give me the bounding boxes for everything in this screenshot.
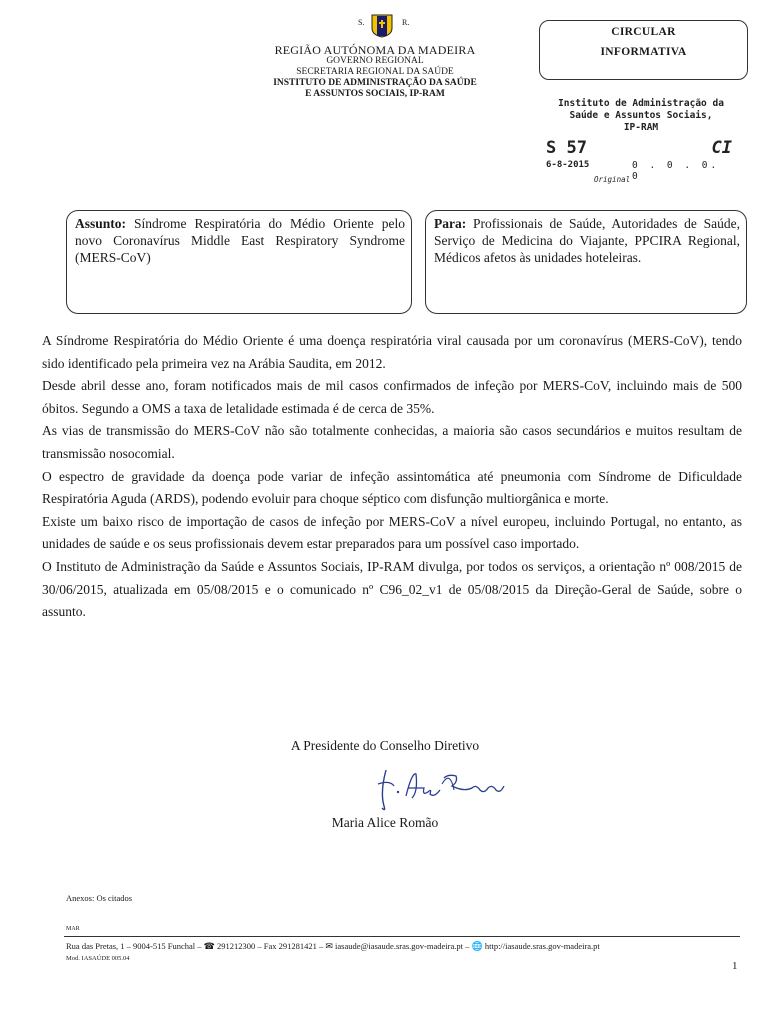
- signer-name: Maria Alice Romão: [331, 815, 439, 830]
- coat-of-arms-icon: [371, 14, 393, 38]
- body-paragraph: As vias de transmissão do MERS-CoV não são totalmente conhecidas, a maioria são casos secundários e muitos resultam de transmissão nosocomial.: [42, 423, 742, 461]
- document-type-line1: CIRCULAR: [611, 26, 676, 38]
- stamp-type: CI: [711, 138, 732, 158]
- document-type-box: [539, 20, 748, 80]
- recipients-label: Para:: [434, 216, 467, 231]
- registration-stamp: [546, 98, 736, 184]
- recipients-box: [425, 210, 747, 314]
- recipients-text: Profissionais de Saúde, Autoridades de Saúde, Serviço de Medicina do Viajante, PPCIRA Regional, Médicos afetos às unidades hoteleiras.: [434, 216, 741, 265]
- stamp-institution-line2: Saúde e Assuntos Sociais,: [569, 110, 713, 121]
- regional-crest: [344, 14, 434, 38]
- footer-divider: [64, 936, 740, 937]
- footer-address: Rua das Pretas, 1 – 9004-515 Funchal –: [66, 941, 202, 951]
- handwritten-signature: [372, 762, 522, 814]
- body-paragraph: O Instituto de Administração da Saúde e Assuntos Sociais, IP-RAM divulga, por todos os serviços, a orientação nº 008/2015 de 30/06/2015, atualizada em 05/08/2015 e o comunicado nº C96_02_v1 de 05/08/2015 da Direção-Geral de Saúde, sobre o assunto.: [42, 558, 742, 620]
- stamp-original-label: Original: [594, 175, 631, 184]
- secretariat-name: SECRETARIA REGIONAL DA SAÚDE: [296, 67, 454, 77]
- subject-text: Síndrome Respiratória do Médio Oriente pelo novo Coronavírus Middle East Respiratory Syndrome (MERS-CoV): [75, 216, 406, 265]
- stamp-date: 6-8-2015: [546, 160, 590, 170]
- footer-initials: MAR: [66, 926, 80, 932]
- page-number: 1: [732, 960, 738, 972]
- globe-icon: 🌐: [471, 942, 483, 952]
- stamp-institution-line3: IP-RAM: [623, 122, 659, 133]
- institute-name-line1: INSTITUTO DE ADMINISTRAÇÃO DA SAÚDE: [273, 78, 477, 88]
- footer-contacts: Rua das Pretas, 1 – 9004-515 Funchal – ☎ 291212300 – Fax 291281421 – ✉ iasaude@iasaude.sras.gov-madeira.pt – 🌐 http://iasaude.sras.gov-madeira.pt: [66, 941, 600, 952]
- footer-phone: 291212300: [216, 941, 256, 951]
- institution-header: [230, 45, 520, 100]
- subject-label: Assunto:: [75, 216, 127, 231]
- annex-note: Anexos: Os citados: [66, 893, 133, 903]
- footer-website[interactable]: http://iasaude.sras.gov-madeira.pt: [484, 941, 600, 951]
- stamp-details: [546, 138, 736, 184]
- government-name: GOVERNO REGIONAL: [326, 56, 424, 66]
- body-paragraph: O espectro de gravidade da doença pode variar de infeção assintomática até pneumonia com Síndrome de Dificuldade Respiratória Aguda (ARDS), podendo evoluir para choque séptico com disfunção multiorgânica e morte.: [42, 468, 742, 507]
- form-model-code: Mod. IASAÚDE 005.04: [66, 955, 130, 962]
- region-name: REGIÃO AUTÓNOMA DA MADEIRA: [274, 43, 476, 57]
- stamp-code: 0 . 0 . 0. 0: [632, 160, 720, 182]
- footer-fax: – Fax 291281421 –: [257, 941, 324, 951]
- crest-left-letter: S.: [358, 18, 365, 27]
- document-type-line2: INFORMATIVA: [600, 46, 687, 58]
- body-paragraph: Existe um baixo risco de importação de casos de infeção por MERS-CoV a nível europeu, incluindo Portugal, no entanto, as unidades de saúde e os seus profissionais devem estar preparados para um possível caso importado.: [42, 513, 742, 552]
- body-paragraph: A Síndrome Respiratória do Médio Oriente é uma doença respiratória viral causada por um coronavírus (MERS-CoV), tendo sido identificado pela primeira vez na Arábia Saudita, em 2012.: [42, 333, 742, 371]
- phone-icon: ☎: [203, 942, 215, 952]
- subject-box: [66, 210, 412, 314]
- signoff-title: A Presidente do Conselho Diretivo: [290, 738, 480, 753]
- crest-right-letter: R.: [402, 18, 410, 27]
- document-body: [42, 330, 742, 624]
- footer-email[interactable]: iasaude@iasaude.sras.gov-madeira.pt: [335, 941, 463, 951]
- envelope-icon: ✉: [325, 942, 333, 952]
- body-paragraph: Desde abril desse ano, foram notificados mais de mil casos confirmados de infeção por MERS-CoV, incluindo mais de 500 óbitos. Segundo a OMS a taxa de letalidade estimada é de cerca de 35%.: [42, 378, 742, 416]
- stamp-number: S 57: [546, 138, 587, 158]
- stamp-institution-line1: Instituto de Administração da: [558, 98, 724, 109]
- institute-name-line2: E ASSUNTOS SOCIAIS, IP-RAM: [305, 89, 445, 99]
